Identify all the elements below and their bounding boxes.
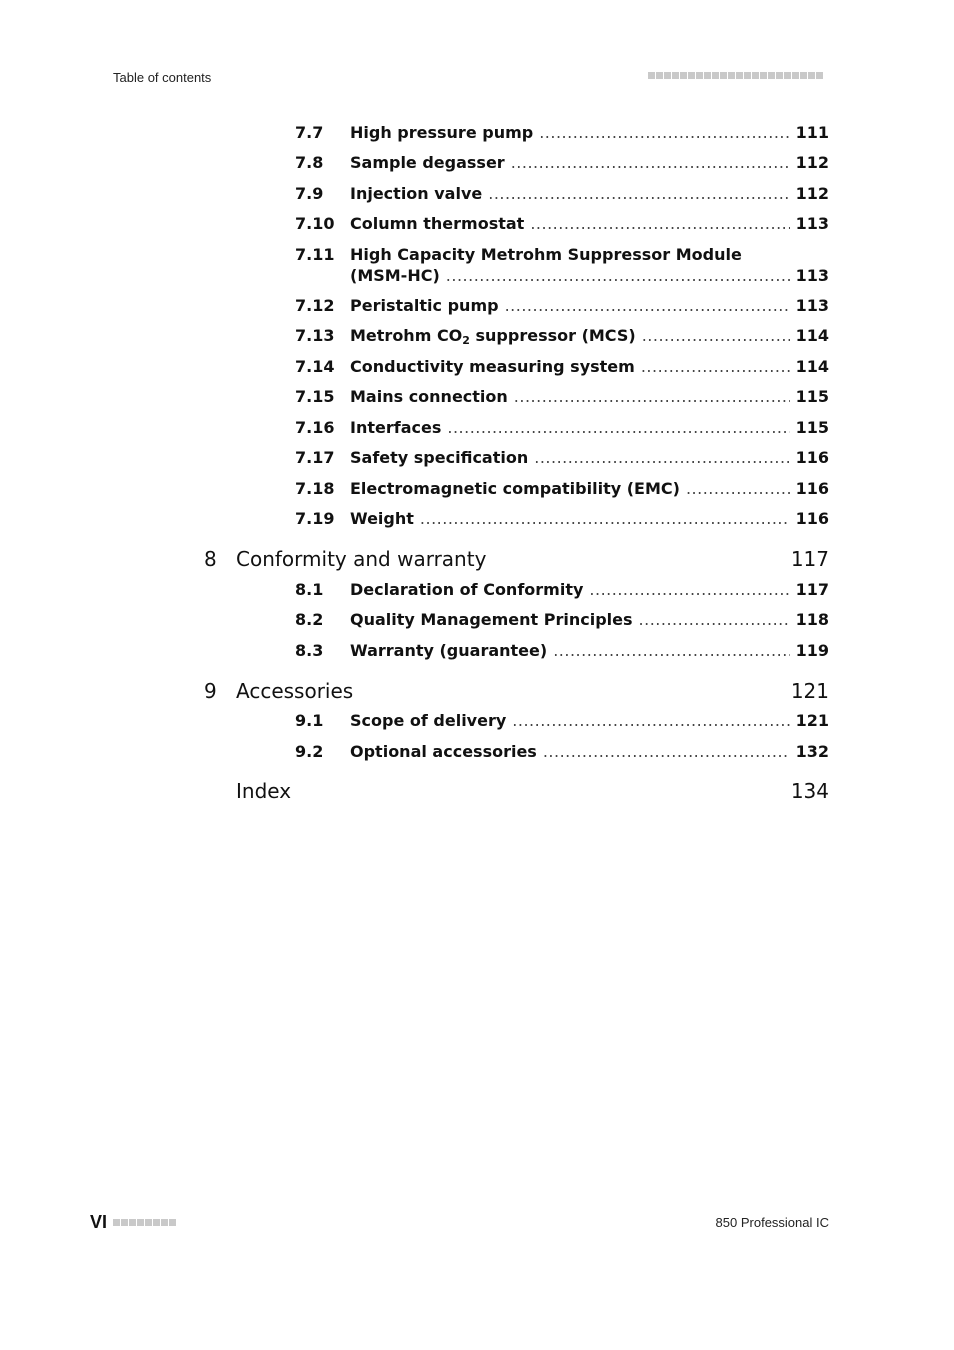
toc-entry-7-11[interactable] — [295, 244, 829, 286]
toc-entry-number: 9.1 — [295, 711, 324, 730]
dot-leader — [639, 609, 790, 630]
toc-chapter-9[interactable] — [204, 678, 829, 704]
toc-entry-number: 8.3 — [295, 641, 324, 660]
toc-entry-title: Electromagnetic compatibility (EMC) — [350, 479, 680, 498]
toc-entry-title: Scope of delivery — [350, 711, 507, 730]
toc-entry-page: 132 — [795, 742, 829, 761]
toc-entry-page: 112 — [795, 184, 829, 203]
toc-chapter-number: 9 — [204, 679, 217, 703]
footer-product-name: 850 Professional IC — [715, 1215, 829, 1230]
toc-entry-page: 112 — [795, 153, 829, 172]
toc-entry-7-13[interactable] — [295, 325, 829, 346]
dot-leader — [511, 152, 790, 173]
toc-entry-number: 8.1 — [295, 580, 324, 599]
toc-chapter-page: 121 — [790, 679, 829, 703]
toc-index-title: Index — [236, 779, 292, 803]
toc-chapter-page: 117 — [790, 547, 829, 571]
toc-entry-page: 111 — [795, 123, 829, 142]
toc-entry-page: 114 — [795, 326, 829, 345]
dot-leader — [539, 122, 789, 143]
toc-entry-page: 119 — [795, 641, 829, 660]
toc-index-page: 134 — [790, 779, 829, 803]
toc-entry-title: Sample degasser — [350, 153, 505, 172]
toc-entry-7-16[interactable] — [295, 417, 829, 438]
running-header-title: Table of contents — [113, 70, 212, 85]
toc-entry-title: High pressure pump — [350, 123, 534, 142]
toc-entry-page: 116 — [795, 479, 829, 498]
toc-entry-number: 9.2 — [295, 742, 324, 761]
dot-leader — [488, 183, 789, 204]
toc-entry-number: 7.12 — [295, 296, 335, 315]
toc-entry-7-9[interactable] — [295, 183, 829, 204]
toc-entry-number: 7.15 — [295, 387, 335, 406]
toc-entry-title: Optional accessories — [350, 742, 537, 761]
dot-leader — [642, 325, 790, 346]
header-decoration-squares — [648, 72, 823, 79]
dot-leader — [543, 741, 790, 762]
toc-entry-number: 8.2 — [295, 610, 324, 629]
toc-entry-title: Column thermostat — [350, 214, 525, 233]
toc-entry-page: 115 — [795, 418, 829, 437]
toc-entry-page: 117 — [795, 580, 829, 599]
toc-entry-title: Injection valve — [350, 184, 483, 203]
toc-entry-page: 113 — [795, 214, 829, 233]
toc-entry-title: Metrohm $CO_2$ suppressor (MCS) — [350, 326, 636, 347]
toc-entry-title: Safety specification — [350, 448, 529, 467]
toc-entry-7-19[interactable] — [295, 508, 829, 529]
toc-entry-7-7[interactable] — [295, 122, 829, 143]
dot-leader — [686, 478, 790, 499]
toc-entry-9-2[interactable] — [295, 741, 829, 762]
toc-entry-title-line2: (MSM-HC) — [350, 266, 440, 285]
toc-entry-page: 114 — [795, 357, 829, 376]
footer-page-indicator — [90, 1212, 176, 1233]
toc-entry-7-15[interactable] — [295, 386, 829, 407]
toc-entry-7-8[interactable] — [295, 152, 829, 173]
dot-leader — [530, 213, 789, 234]
toc-entry-number: 7.8 — [295, 153, 324, 172]
toc-entry-page: 115 — [795, 387, 829, 406]
toc-index[interactable] — [204, 778, 829, 804]
dot-leader — [505, 295, 790, 316]
toc-entry-number: 7.18 — [295, 479, 335, 498]
dot-leader — [514, 386, 790, 407]
toc-chapter-title: Conformity and warranty — [236, 547, 487, 571]
toc-entry-9-1[interactable] — [295, 710, 829, 731]
dot-leader — [446, 265, 790, 286]
toc-entry-7-17[interactable] — [295, 447, 829, 468]
toc-entry-number: 7.9 — [295, 184, 324, 203]
toc-entry-page: 113 — [795, 266, 829, 285]
toc-entry-number: 7.14 — [295, 357, 335, 376]
toc-entry-page: 113 — [795, 296, 829, 315]
toc-entry-8-2[interactable] — [295, 609, 829, 630]
toc-entry-page: 116 — [795, 509, 829, 528]
footer-decoration-squares — [113, 1219, 176, 1226]
toc-entry-8-1[interactable] — [295, 579, 829, 600]
dot-leader — [420, 508, 790, 529]
toc-entry-title: Quality Management Principles — [350, 610, 633, 629]
toc-entry-number: 7.19 — [295, 509, 335, 528]
toc-entry-title-line1: High Capacity Metrohm Suppressor Module — [350, 245, 742, 264]
toc-entry-7-12[interactable] — [295, 295, 829, 316]
toc-entry-title: Peristaltic pump — [350, 296, 499, 315]
toc-entry-title: Interfaces — [350, 418, 442, 437]
toc-entry-page: 121 — [795, 711, 829, 730]
dot-leader — [512, 710, 789, 731]
toc-entry-number: 7.7 — [295, 123, 324, 142]
toc-chapter-title: Accessories — [236, 679, 354, 703]
toc-entry-8-3[interactable] — [295, 640, 829, 661]
toc-entry-title: Mains connection — [350, 387, 508, 406]
toc-entry-page: 116 — [795, 448, 829, 467]
toc-entry-number: 7.10 — [295, 214, 335, 233]
dot-leader — [447, 417, 789, 438]
dot-leader — [553, 640, 789, 661]
toc-entry-7-10[interactable] — [295, 213, 829, 234]
toc-entry-title: Weight — [350, 509, 414, 528]
toc-entry-7-18[interactable] — [295, 478, 829, 499]
toc-entry-number: 7.16 — [295, 418, 335, 437]
toc-entry-7-14[interactable] — [295, 356, 829, 377]
toc-entry-number: 7.13 — [295, 326, 335, 345]
toc-entry-number: 7.11 — [295, 245, 335, 264]
toc-chapter-number: 8 — [204, 547, 217, 571]
dot-leader — [641, 356, 790, 377]
toc-entry-title: Warranty (guarantee) — [350, 641, 548, 660]
page-number: VI — [90, 1212, 108, 1232]
dot-leader — [534, 447, 789, 468]
toc-entry-number: 7.17 — [295, 448, 335, 467]
toc-chapter-8[interactable] — [204, 546, 829, 572]
dot-leader — [589, 579, 789, 600]
toc-entry-title: Declaration of Conformity — [350, 580, 584, 599]
toc-entry-title: Conductivity measuring system — [350, 357, 635, 376]
toc-entry-page: 118 — [795, 610, 829, 629]
